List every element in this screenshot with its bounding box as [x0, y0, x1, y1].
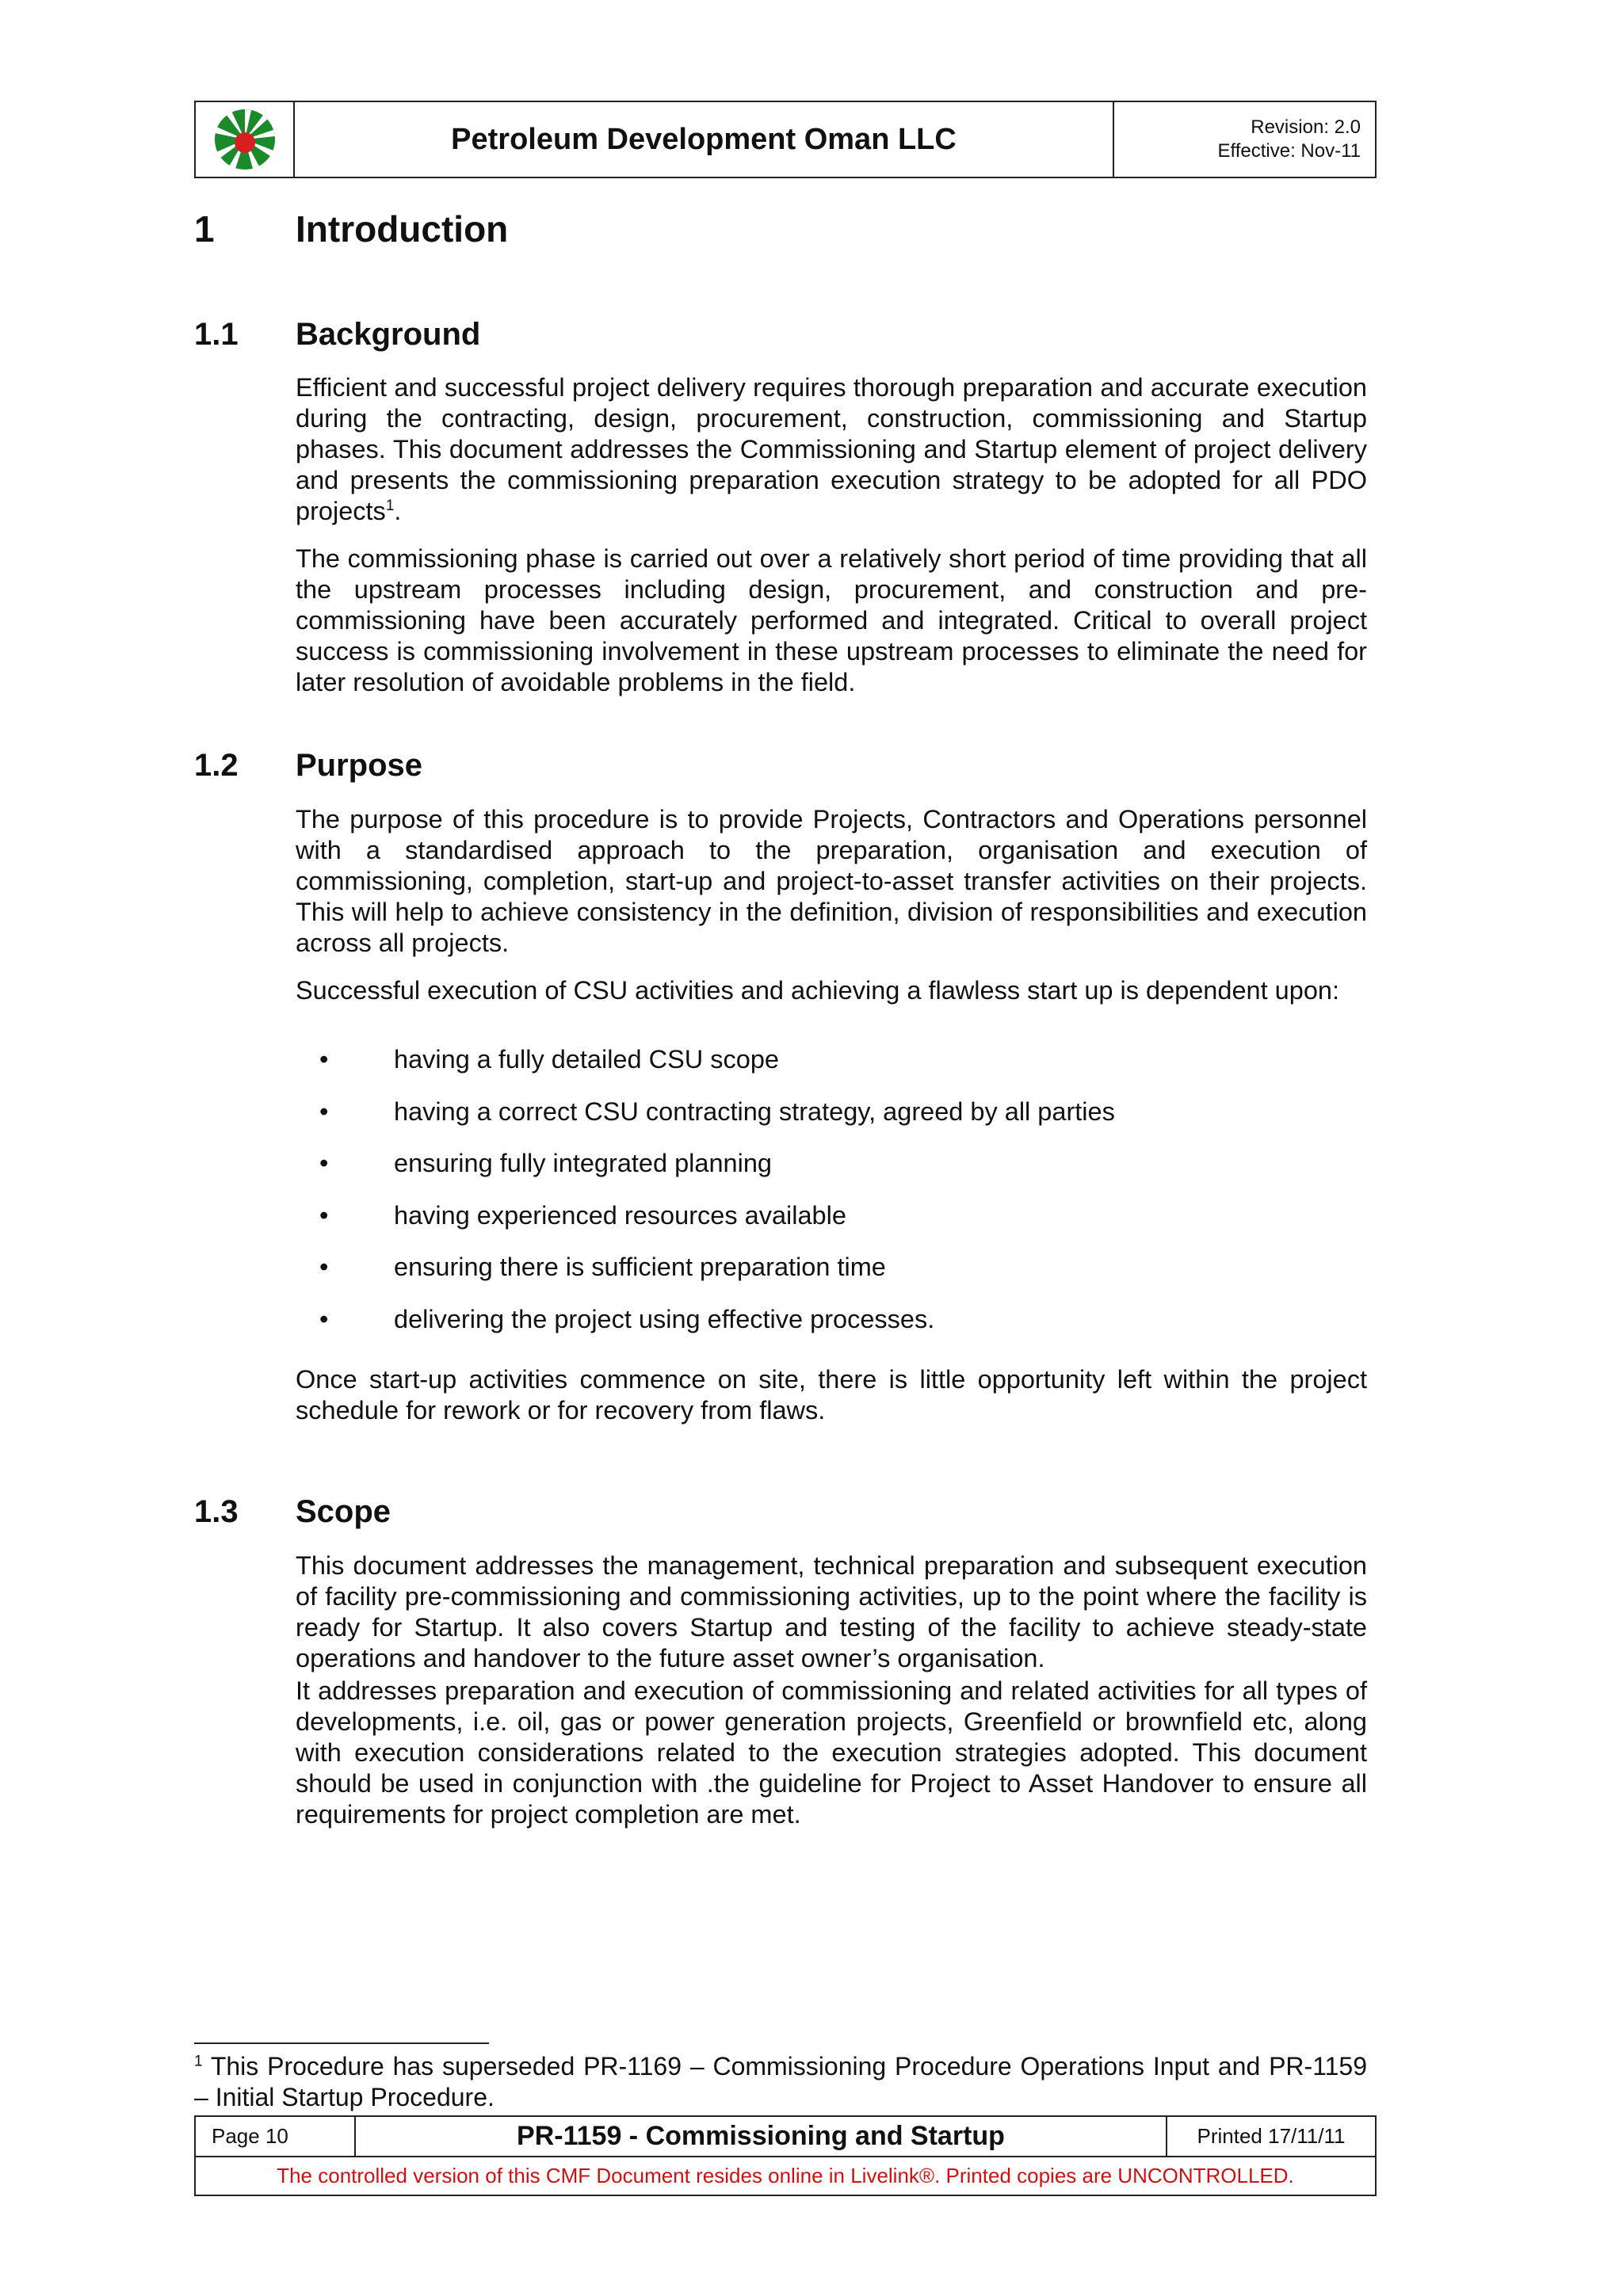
section-number: 1	[194, 208, 215, 250]
scope-paragraph-2: It addresses preparation and execution of commissioning and related activities for all types of developments, i.e. oil, gas or power generation projects, Greenfield or brownfield etc, along with execution considerations related to the execution strategies adopted. This document should be used in conjunction with .the guideline for Project to Asset Handover to ensure all requirements for project completion are met.	[296, 1676, 1367, 1829]
pdo-logo-icon	[212, 106, 278, 173]
bullet-icon: •	[319, 1253, 329, 1281]
list-item	[296, 1304, 1367, 1356]
section-number: 1.1	[194, 317, 239, 352]
paragraph-end: .	[394, 497, 402, 525]
list-item	[296, 1097, 1367, 1149]
footnote-mark: 1	[194, 2053, 203, 2070]
section-title: Introduction	[296, 208, 509, 250]
section-title: Scope	[296, 1494, 391, 1529]
purpose-paragraph-3: Once start-up activities commence on site, there is little opportunity left within the project schedule for rework or for recovery from flaws.	[296, 1365, 1367, 1425]
list-item	[296, 1044, 1367, 1097]
document-title: PR-1159 - Commissioning and Startup	[356, 2117, 1167, 2156]
footnote	[194, 2051, 1367, 2113]
list-item-text: having experienced resources available	[394, 1200, 846, 1230]
logo-cell	[196, 102, 295, 177]
list-item	[296, 1252, 1367, 1304]
bullet-icon: •	[319, 1304, 329, 1333]
company-name: Petroleum Development Oman LLC	[295, 102, 1114, 177]
purpose-paragraph-1: The purpose of this procedure is to provide Projects, Contractors and Operations personnel with a standardised approach to the preparation, organisation and execution of commissioning, completion, start-up and project-to-asset transfer activities on their projects. This will help to achieve consistency in the definition, division of responsibilities and execution across all projects.	[296, 805, 1367, 957]
controlled-copy-notice: The controlled version of this CMF Document resides online in Livelink®. Printed copies are UNCONTROLLED.	[277, 2164, 1294, 2187]
scope-paragraph-1: This document addresses the management, technical preparation and subsequent execution of facility pre-commissioning and commissioning activities, up to the point where the facility is ready for Startup. It also covers Startup and testing of the facility to achieve steady-state operations and handover to the future asset owner’s organisation.	[296, 1551, 1367, 1672]
section-1-heading	[194, 208, 508, 250]
bullet-icon: •	[319, 1149, 329, 1177]
section-1-1-heading	[194, 317, 480, 353]
bullet-icon: •	[319, 1097, 329, 1126]
revision-info	[1114, 102, 1375, 177]
csu-success-factors-list	[296, 1044, 1367, 1356]
bullet-icon: •	[319, 1200, 329, 1230]
paragraph-text: Efficient and successful project delivery requires thorough preparation and accurate execution during the contracting, design, procurement, construction, commissioning and Startup phases. This document addresses the Commissioning and Startup element of project delivery and presents the commissioning preparation execution strategy to be adopted for all PDO projects	[296, 373, 1367, 525]
revision-number: Revision: 2.0	[1251, 116, 1361, 138]
background-paragraph-1	[296, 372, 1367, 527]
list-item	[296, 1148, 1367, 1200]
list-item-text: ensuring fully integrated planning	[394, 1149, 772, 1177]
list-item-text: having a fully detailed CSU scope	[394, 1045, 779, 1074]
list-item	[296, 1200, 1367, 1253]
section-number: 1.3	[194, 1494, 239, 1529]
purpose-paragraph-2: Successful execution of CSU activities and achieving a flawless start up is dependent upon:	[296, 976, 1339, 1005]
document-footer	[194, 2115, 1377, 2196]
section-title: Background	[296, 317, 481, 352]
footnote-separator	[194, 2042, 489, 2044]
section-1-2-heading	[194, 748, 422, 784]
footnote-text: This Procedure has superseded PR-1169 – Commissioning Procedure Operations Input and PR-1159 – Initial Startup Procedure.	[194, 2052, 1367, 2111]
section-1-3-heading	[194, 1494, 391, 1530]
section-title: Purpose	[296, 748, 423, 783]
list-item-text: delivering the project using effective processes.	[394, 1304, 935, 1333]
printed-date: Printed 17/11/11	[1197, 2124, 1346, 2148]
document-header	[194, 101, 1377, 178]
page-number: Page 10	[196, 2117, 356, 2156]
footnote-reference[interactable]: 1	[385, 498, 395, 515]
bullet-icon: •	[319, 1045, 329, 1074]
effective-date: Effective: Nov-11	[1217, 140, 1361, 162]
list-item-text: ensuring there is sufficient preparation time	[394, 1253, 886, 1281]
background-paragraph-2: The commissioning phase is carried out over a relatively short period of time providing that all the upstream processes including design, procurement, and construction and pre-commissioning have been accurately performed and integrated. Critical to overall project success is commissioning involvement in these upstream processes to eliminate the need for later resolution of avoidable problems in the field.	[296, 544, 1367, 696]
section-number: 1.2	[194, 748, 239, 783]
list-item-text: having a correct CSU contracting strategy, agreed by all parties	[394, 1097, 1115, 1126]
